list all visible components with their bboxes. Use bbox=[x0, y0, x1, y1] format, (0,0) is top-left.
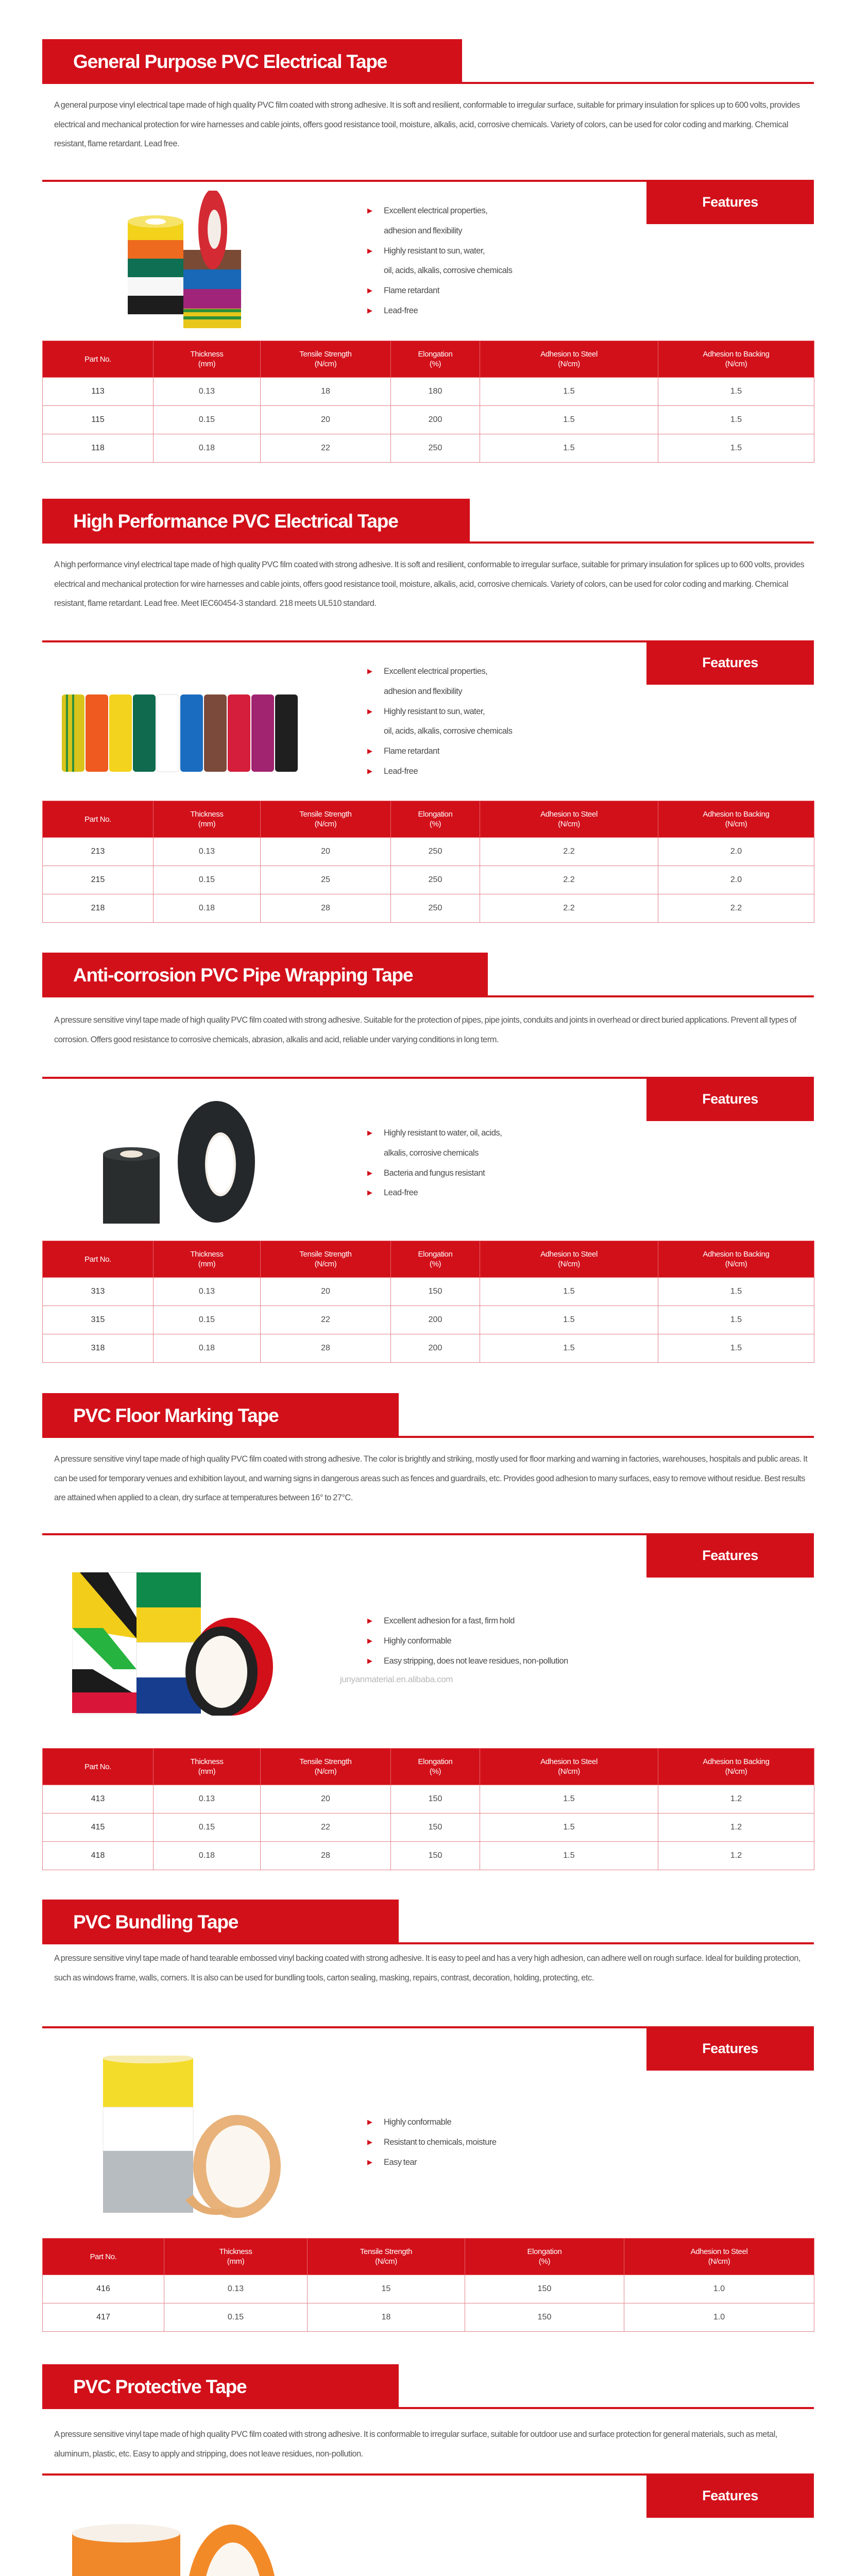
bullet-triangle-icon: ▶ bbox=[367, 1656, 372, 1665]
spec-table-body bbox=[43, 1278, 814, 1363]
table-cell: 1.2 bbox=[658, 1785, 814, 1814]
table-cell: 25 bbox=[261, 866, 391, 894]
bullet-triangle-icon: ▶ bbox=[367, 707, 372, 715]
title-underline bbox=[462, 82, 814, 84]
feature-item bbox=[367, 2112, 497, 2132]
table-cell: 180 bbox=[391, 378, 480, 406]
feature-text: Excellent adhesion for a fast, firm hold bbox=[384, 1616, 515, 1625]
table-cell: 2.0 bbox=[658, 866, 814, 894]
header-row bbox=[43, 801, 814, 838]
features-heading: Features bbox=[646, 2026, 814, 2071]
column-header: Adhesion to Backing (N/cm) bbox=[658, 1241, 814, 1278]
spec-table-body bbox=[43, 378, 814, 463]
table-cell: 15 bbox=[308, 2275, 465, 2303]
part-number-cell: 416 bbox=[43, 2275, 164, 2303]
bullet-triangle-icon: ▶ bbox=[367, 1617, 372, 1624]
feature-item bbox=[367, 702, 512, 742]
watermark-text: junyanmaterial.en.alibaba.com bbox=[340, 1674, 453, 1684]
table-row bbox=[43, 1278, 814, 1306]
table-row bbox=[43, 1306, 814, 1334]
part-number-cell: 315 bbox=[43, 1306, 154, 1334]
part-number-cell: 413 bbox=[43, 1785, 154, 1814]
section-title: Anti-corrosion PVC Pipe Wrapping Tape bbox=[42, 953, 488, 997]
part-number-cell: 313 bbox=[43, 1278, 154, 1306]
table-cell: 2.2 bbox=[480, 894, 658, 923]
table-cell: 1.5 bbox=[658, 1278, 814, 1306]
table-cell: 0.15 bbox=[154, 866, 261, 894]
column-header: Part No. bbox=[43, 341, 154, 378]
table-cell: 1.5 bbox=[480, 434, 658, 463]
table-cell: 1.5 bbox=[480, 1842, 658, 1870]
feature-item bbox=[367, 1163, 502, 1183]
spec-table bbox=[42, 1748, 814, 1870]
feature-item bbox=[367, 1631, 568, 1651]
column-header: Elongation (%) bbox=[391, 1241, 480, 1278]
column-header: Elongation (%) bbox=[391, 801, 480, 838]
feature-text: Excellent electrical properties, adhesion and flexibility bbox=[384, 206, 488, 235]
table-cell: 150 bbox=[465, 2303, 624, 2332]
section-title: PVC Protective Tape bbox=[42, 2364, 399, 2409]
column-header: Thickness (mm) bbox=[154, 1241, 261, 1278]
part-number-cell: 318 bbox=[43, 1334, 154, 1363]
section-description: A pressure sensitive vinyl tape made of hand tearable embossed vinyl backing coated with strong adhesive. It is easy to peel and has a very high adhesion, can adhere well on rough surface. Ideal for building protection, such as windows frame, walls, corners. It is also can be used for bundling tools, carton sealing, masking, repairs, contrast, decoration, holding, protecting, etc. bbox=[54, 1954, 801, 1982]
table-cell: 18 bbox=[261, 378, 391, 406]
table-cell: 1.0 bbox=[624, 2303, 814, 2332]
features-heading: Features bbox=[646, 1077, 814, 1121]
title-underline bbox=[399, 1942, 814, 1944]
product-image bbox=[57, 674, 309, 777]
table-cell: 150 bbox=[391, 1785, 480, 1814]
section-description: A pressure sensitive vinyl tape made of high quality PVC film coated with strong adhesive. Suitable for the protection of pipes, pipe joints, conduits and joints in overhead or direct buried applications. Prevent all types of corrosion. Offers good resistance to corrosive chemicals, abrasion, alkalis and acid, reliable under varying conditions in long term. bbox=[54, 1015, 796, 1044]
table-cell: 1.5 bbox=[658, 406, 814, 434]
spec-table bbox=[42, 341, 814, 463]
section-description: A general purpose vinyl electrical tape made of high quality PVC film coated with strong adhesive. It is soft and resilient, conformable to irregular surface, suitable for primary insulation for splices up to 600 volts, provides electrical and mechanical protection for wire harnesses and cable joints, offers good resistance tooil, moisture, alkalis, acid, corrosive chemicals. Variety of colors, can be used for color coding and marking. Chemical resistant, flame retardant. Lead free. bbox=[54, 100, 800, 148]
table-row bbox=[43, 838, 814, 866]
table-cell: 0.15 bbox=[164, 2303, 308, 2332]
table-cell: 150 bbox=[391, 1278, 480, 1306]
table-row bbox=[43, 1334, 814, 1363]
header-row bbox=[43, 1749, 814, 1785]
table-cell: 1.5 bbox=[480, 406, 658, 434]
features-list bbox=[367, 1611, 568, 1671]
table-cell: 0.18 bbox=[154, 894, 261, 923]
table-cell: 22 bbox=[261, 434, 391, 463]
bullet-triangle-icon: ▶ bbox=[367, 767, 372, 775]
table-cell: 1.5 bbox=[658, 1334, 814, 1363]
table-row bbox=[43, 434, 814, 463]
part-number-cell: 215 bbox=[43, 866, 154, 894]
spec-table-header bbox=[43, 2239, 814, 2275]
part-number-cell: 213 bbox=[43, 838, 154, 866]
product-image bbox=[98, 1100, 288, 1229]
bullet-triangle-icon: ▶ bbox=[367, 246, 372, 255]
table-cell: 200 bbox=[391, 406, 480, 434]
title-underline bbox=[399, 2407, 814, 2409]
bullet-triangle-icon: ▶ bbox=[367, 286, 372, 295]
part-number-cell: 415 bbox=[43, 1814, 154, 1842]
features-divider bbox=[42, 2473, 650, 2476]
table-cell: 0.13 bbox=[154, 378, 261, 406]
feature-text: Easy stripping, does not leave residues, non-pollution bbox=[384, 1656, 568, 1666]
product-image bbox=[72, 1566, 294, 1716]
table-cell: 2.2 bbox=[658, 894, 814, 923]
column-header: Thickness (mm) bbox=[154, 801, 261, 838]
features-list bbox=[367, 662, 512, 782]
column-header: Tensile Strength (N/cm) bbox=[261, 1749, 391, 1785]
section-description: A pressure sensitive vinyl tape made of high quality PVC film coated with strong adhesive. The color is brightly and striking, mostly used for floor marking and warning in factories, warehouses, hospitals and public areas. It can be used for temporary venues and exhibition layout, and warning signs in dangerous areas such as fences and guardrails, etc. Provides good adhesion to many surfaces, easy to remove without residue. Best results are attained when applied to a clean, dry surface at temperatures between 16° to 27°C. bbox=[54, 1454, 808, 1502]
table-cell: 2.0 bbox=[658, 838, 814, 866]
table-cell: 1.5 bbox=[480, 378, 658, 406]
section-title: General Purpose PVC Electrical Tape bbox=[42, 39, 462, 84]
feature-item bbox=[367, 1183, 502, 1203]
feature-text: Highly resistant to sun, water, oil, acids, alkalis, corrosive chemicals bbox=[384, 246, 513, 276]
bullet-triangle-icon: ▶ bbox=[367, 1189, 372, 1197]
table-cell: 1.5 bbox=[658, 434, 814, 463]
feature-text: Excellent electrical properties, adhesion and flexibility bbox=[384, 667, 488, 696]
section-description: A high performance vinyl electrical tape made of high quality PVC film coated with strong adhesive. It is soft and resilient, conformable to irregular surface, suitable for primary insulation for splices up to 600 volts, provides electrical and mechanical protection for wire harnesses and cable joints, offers good resistance tooil, moisture, alkalis, acid, corrosive chemicals. Variety of colors, can be used for color coding and marking. Chemical resistant, flame retardant. Lead free. Meet IEC60454-3 standard. 218 meets UL510 standard. bbox=[54, 560, 805, 608]
features-heading: Features bbox=[646, 640, 814, 685]
spec-table-header bbox=[43, 801, 814, 838]
column-header: Thickness (mm) bbox=[154, 341, 261, 378]
table-row bbox=[43, 1814, 814, 1842]
column-header: Adhesion to Steel (N/cm) bbox=[480, 341, 658, 378]
features-divider bbox=[42, 1077, 650, 1079]
feature-item bbox=[367, 241, 512, 281]
feature-text: Highly conformable bbox=[384, 2117, 452, 2127]
feature-item bbox=[367, 281, 512, 301]
table-row bbox=[43, 894, 814, 923]
table-row bbox=[43, 1785, 814, 1814]
section-title: High Performance PVC Electrical Tape bbox=[42, 499, 470, 544]
column-header: Part No. bbox=[43, 1241, 154, 1278]
table-cell: 0.18 bbox=[154, 1334, 261, 1363]
table-cell: 1.5 bbox=[658, 378, 814, 406]
table-row bbox=[43, 378, 814, 406]
table-cell: 1.5 bbox=[480, 1785, 658, 1814]
column-header: Adhesion to Steel (N/cm) bbox=[480, 1749, 658, 1785]
table-cell: 0.13 bbox=[154, 1785, 261, 1814]
features-divider bbox=[42, 640, 650, 642]
section-title: PVC Bundling Tape bbox=[42, 1900, 399, 1944]
table-cell: 1.2 bbox=[658, 1842, 814, 1870]
feature-text: Highly resistant to water, oil, acids, alkalis, corrosive chemicals bbox=[384, 1128, 502, 1158]
part-number-cell: 417 bbox=[43, 2303, 164, 2332]
part-number-cell: 115 bbox=[43, 406, 154, 434]
column-header: Elongation (%) bbox=[391, 1749, 480, 1785]
feature-item bbox=[367, 1611, 568, 1631]
bullet-triangle-icon: ▶ bbox=[367, 207, 372, 214]
table-cell: 1.0 bbox=[624, 2275, 814, 2303]
feature-item bbox=[367, 301, 512, 321]
table-cell: 0.18 bbox=[154, 434, 261, 463]
features-list bbox=[367, 1123, 502, 1203]
column-header: Adhesion to Backing (N/cm) bbox=[658, 341, 814, 378]
product-image bbox=[98, 2056, 288, 2221]
table-cell: 22 bbox=[261, 1306, 391, 1334]
table-cell: 28 bbox=[261, 894, 391, 923]
product-image bbox=[117, 191, 251, 330]
features-heading: Features bbox=[646, 180, 814, 224]
bullet-triangle-icon: ▶ bbox=[367, 1168, 372, 1177]
table-cell: 0.13 bbox=[154, 838, 261, 866]
spec-table bbox=[42, 801, 814, 923]
features-divider bbox=[42, 180, 650, 182]
features-list bbox=[367, 2112, 497, 2172]
feature-text: Lead-free bbox=[384, 766, 418, 776]
section-title: PVC Floor Marking Tape bbox=[42, 1393, 399, 1438]
product-image bbox=[72, 2522, 299, 2576]
features-divider bbox=[42, 2026, 650, 2028]
feature-text: Highly conformable bbox=[384, 1636, 452, 1646]
bullet-triangle-icon: ▶ bbox=[367, 2118, 372, 2126]
column-header: Part No. bbox=[43, 801, 154, 838]
column-header: Elongation (%) bbox=[391, 341, 480, 378]
table-cell: 18 bbox=[308, 2303, 465, 2332]
features-divider bbox=[42, 1533, 650, 1535]
spec-table-body bbox=[43, 838, 814, 923]
spec-table-body bbox=[43, 1785, 814, 1870]
table-row bbox=[43, 866, 814, 894]
spec-table-header bbox=[43, 1241, 814, 1278]
table-cell: 1.5 bbox=[480, 1334, 658, 1363]
column-header: Adhesion to Backing (N/cm) bbox=[658, 801, 814, 838]
feature-text: Lead-free bbox=[384, 306, 418, 315]
column-header: Elongation (%) bbox=[465, 2239, 624, 2275]
feature-text: Flame retardant bbox=[384, 286, 439, 296]
table-cell: 20 bbox=[261, 1278, 391, 1306]
column-header: Tensile Strength (N/cm) bbox=[261, 801, 391, 838]
table-cell: 0.18 bbox=[154, 1842, 261, 1870]
feature-text: Resistant to chemicals, moisture bbox=[384, 2137, 497, 2147]
column-header: Adhesion to Steel (N/cm) bbox=[480, 801, 658, 838]
feature-item bbox=[367, 761, 512, 782]
table-cell: 2.2 bbox=[480, 838, 658, 866]
spec-table-body bbox=[43, 2275, 814, 2332]
spec-table bbox=[42, 1241, 814, 1363]
bullet-triangle-icon: ▶ bbox=[367, 1129, 372, 1137]
table-cell: 1.5 bbox=[658, 1306, 814, 1334]
table-cell: 250 bbox=[391, 434, 480, 463]
table-cell: 1.5 bbox=[480, 1278, 658, 1306]
bullet-triangle-icon: ▶ bbox=[367, 1636, 372, 1645]
features-list bbox=[367, 201, 512, 321]
table-row bbox=[43, 2275, 814, 2303]
column-header: Adhesion to Steel (N/cm) bbox=[480, 1241, 658, 1278]
table-cell: 250 bbox=[391, 838, 480, 866]
feature-text: Lead-free bbox=[384, 1188, 418, 1198]
column-header: Thickness (mm) bbox=[164, 2239, 308, 2275]
table-row bbox=[43, 406, 814, 434]
column-header: Thickness (mm) bbox=[154, 1749, 261, 1785]
table-cell: 28 bbox=[261, 1842, 391, 1870]
table-cell: 20 bbox=[261, 838, 391, 866]
table-cell: 0.13 bbox=[164, 2275, 308, 2303]
feature-text: Bacteria and fungus resistant bbox=[384, 1168, 485, 1178]
header-row bbox=[43, 341, 814, 378]
feature-item bbox=[367, 2153, 497, 2173]
table-cell: 200 bbox=[391, 1306, 480, 1334]
spec-table-header bbox=[43, 341, 814, 378]
section-description: A pressure sensitive vinyl tape made of high quality PVC film coated with strong adhesive. It is conformable to irregular surface, suitable for outdoor use and surface protection for general materials, such as metal, aluminum, plastic, etc. Easy to apply and stripping, does not leave residues, non-pollution. bbox=[54, 2430, 778, 2459]
bullet-triangle-icon: ▶ bbox=[367, 306, 372, 314]
feature-item bbox=[367, 1123, 502, 1163]
feature-item bbox=[367, 662, 512, 702]
table-cell: 20 bbox=[261, 1785, 391, 1814]
title-underline bbox=[488, 995, 814, 997]
feature-item bbox=[367, 741, 512, 761]
table-cell: 1.2 bbox=[658, 1814, 814, 1842]
part-number-cell: 418 bbox=[43, 1842, 154, 1870]
title-underline bbox=[470, 541, 814, 544]
title-underline bbox=[399, 1436, 814, 1438]
column-header: Tensile Strength (N/cm) bbox=[308, 2239, 465, 2275]
feature-text: Highly resistant to sun, water, oil, acids, alkalis, corrosive chemicals bbox=[384, 706, 513, 736]
table-cell: 0.15 bbox=[154, 1306, 261, 1334]
table-cell: 150 bbox=[391, 1814, 480, 1842]
column-header: Part No. bbox=[43, 1749, 154, 1785]
table-cell: 0.15 bbox=[154, 406, 261, 434]
table-cell: 200 bbox=[391, 1334, 480, 1363]
table-cell: 22 bbox=[261, 1814, 391, 1842]
part-number-cell: 113 bbox=[43, 378, 154, 406]
feature-item bbox=[367, 201, 512, 241]
column-header: Adhesion to Backing (N/cm) bbox=[658, 1749, 814, 1785]
table-row bbox=[43, 2303, 814, 2332]
spec-table-header bbox=[43, 1749, 814, 1785]
table-cell: 2.2 bbox=[480, 866, 658, 894]
table-cell: 0.13 bbox=[154, 1278, 261, 1306]
table-cell: 150 bbox=[465, 2275, 624, 2303]
feature-text: Flame retardant bbox=[384, 747, 439, 756]
table-cell: 1.5 bbox=[480, 1306, 658, 1334]
bullet-triangle-icon: ▶ bbox=[367, 2158, 372, 2166]
spec-table bbox=[42, 2238, 814, 2332]
bullet-triangle-icon: ▶ bbox=[367, 747, 372, 755]
column-header: Tensile Strength (N/cm) bbox=[261, 341, 391, 378]
table-cell: 0.15 bbox=[154, 1814, 261, 1842]
column-header: Tensile Strength (N/cm) bbox=[261, 1241, 391, 1278]
table-cell: 28 bbox=[261, 1334, 391, 1363]
bullet-triangle-icon: ▶ bbox=[367, 2138, 372, 2146]
feature-text: Easy tear bbox=[384, 2157, 417, 2167]
table-cell: 250 bbox=[391, 894, 480, 923]
feature-item bbox=[367, 1651, 568, 1671]
table-cell: 250 bbox=[391, 866, 480, 894]
part-number-cell: 218 bbox=[43, 894, 154, 923]
header-row bbox=[43, 1241, 814, 1278]
column-header: Adhesion to Steel (N/cm) bbox=[624, 2239, 814, 2275]
column-header: Part No. bbox=[43, 2239, 164, 2275]
table-cell: 20 bbox=[261, 406, 391, 434]
features-heading: Features bbox=[646, 2473, 814, 2518]
features-heading: Features bbox=[646, 1533, 814, 1578]
feature-item bbox=[367, 2132, 497, 2153]
table-cell: 1.5 bbox=[480, 1814, 658, 1842]
bullet-triangle-icon: ▶ bbox=[367, 667, 372, 675]
table-cell: 150 bbox=[391, 1842, 480, 1870]
table-row bbox=[43, 1842, 814, 1870]
header-row bbox=[43, 2239, 814, 2275]
part-number-cell: 118 bbox=[43, 434, 154, 463]
